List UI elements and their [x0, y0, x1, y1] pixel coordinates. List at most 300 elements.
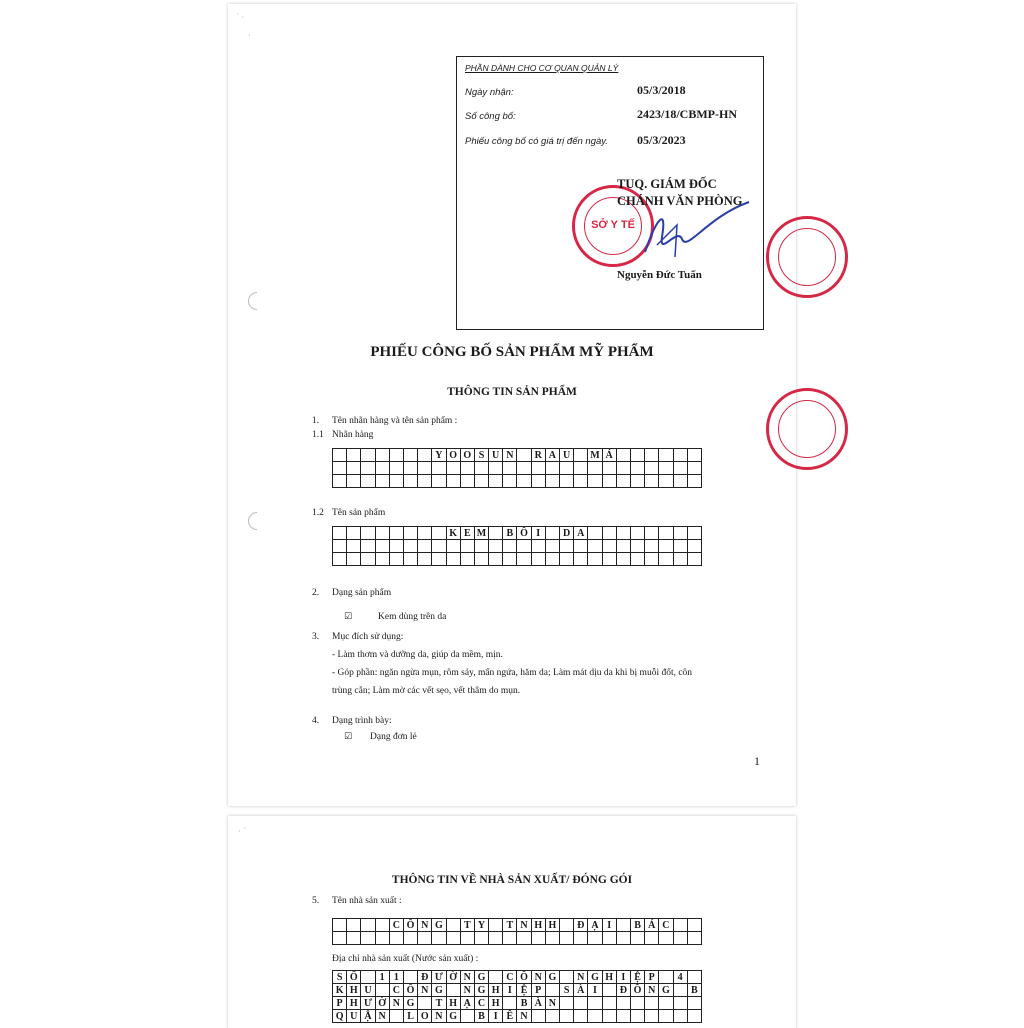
- grid-cell: [617, 540, 631, 553]
- grid-cell: Á: [645, 919, 659, 932]
- grid-cell: [333, 462, 347, 475]
- grid-cell: H: [447, 997, 461, 1010]
- grid-cell: [475, 553, 489, 566]
- grid-cell: Ệ: [631, 971, 645, 984]
- grid-cell: [574, 475, 588, 488]
- grid-cell: 4: [674, 971, 688, 984]
- grid-cell: Á: [603, 449, 617, 462]
- grid-cell: [617, 475, 631, 488]
- punch-hole-mark: [244, 508, 269, 533]
- grid-cell: N: [517, 919, 531, 932]
- grid-cell: [489, 527, 503, 540]
- item-1-label: Tên nhãn hàng và tên sản phẩm :: [332, 416, 458, 426]
- item-1-1-label: Nhãn hàng: [332, 430, 374, 440]
- grid-cell: [603, 984, 617, 997]
- grid-cell: [546, 475, 560, 488]
- grid-cell: [347, 919, 361, 932]
- grid-cell: [475, 540, 489, 553]
- grid-cell: [376, 919, 390, 932]
- grid-cell: [489, 971, 503, 984]
- grid-cell: [617, 997, 631, 1010]
- grid-cell: [617, 527, 631, 540]
- grid-cell: [390, 553, 404, 566]
- grid-cell: [361, 932, 375, 945]
- grid-cell: Ậ: [361, 1010, 375, 1023]
- grid-cell: [688, 1010, 702, 1023]
- grid-cell: N: [461, 984, 475, 997]
- grid-cell: D: [560, 527, 574, 540]
- grid-cell: [659, 540, 673, 553]
- grid-cell: N: [432, 1010, 446, 1023]
- grid-cell: [631, 462, 645, 475]
- item-3-label: Mục đích sử dụng:: [332, 632, 404, 642]
- grid-cell: [489, 553, 503, 566]
- grid-cell: U: [347, 1010, 361, 1023]
- grid-cell: [674, 1010, 688, 1023]
- grid-cell: 1: [390, 971, 404, 984]
- grid-cell: [617, 1010, 631, 1023]
- grid-cell: [404, 475, 418, 488]
- grid-cell: [390, 475, 404, 488]
- item-5-number: 5.: [312, 896, 320, 906]
- grid-cell: [588, 932, 602, 945]
- grid-cell: [503, 932, 517, 945]
- grid-cell: [659, 527, 673, 540]
- grid-cell: [688, 932, 702, 945]
- grid-cell: [432, 527, 446, 540]
- grid-cell: [333, 540, 347, 553]
- grid-cell: [574, 932, 588, 945]
- grid-cell: Ư: [432, 971, 446, 984]
- grid-cell: [574, 540, 588, 553]
- partial-stamp: [766, 216, 848, 298]
- grid-cell: [475, 462, 489, 475]
- grid-cell: [517, 462, 531, 475]
- grid-cell: [517, 553, 531, 566]
- grid-cell: [361, 919, 375, 932]
- grid-cell: [603, 553, 617, 566]
- grid-cell: [546, 540, 560, 553]
- grid-cell: A: [546, 449, 560, 462]
- item-1-number: 1.: [312, 416, 320, 426]
- grid-cell: [517, 932, 531, 945]
- grid-cell: C: [390, 984, 404, 997]
- grid-cell: H: [347, 984, 361, 997]
- grid-cell: [574, 462, 588, 475]
- grid-cell: [390, 527, 404, 540]
- grid-cell: 1: [376, 971, 390, 984]
- grid-cell: [617, 449, 631, 462]
- grid-cell: [404, 553, 418, 566]
- grid-cell: [560, 462, 574, 475]
- purpose-line-2: - Góp phần: ngăn ngừa mụn, rôm sảy, mẩn ngứa, hăm da; Làm mát dịu da khi bị muỗi đốt, côn: [332, 668, 693, 678]
- grid-cell: C: [390, 919, 404, 932]
- grid-cell: [404, 449, 418, 462]
- grid-cell: [461, 462, 475, 475]
- brand-name-grid: [332, 448, 702, 488]
- grid-cell: [674, 540, 688, 553]
- partial-stamp: [766, 388, 848, 470]
- grid-cell: S: [475, 449, 489, 462]
- grid-cell: H: [546, 919, 560, 932]
- grid-cell: [347, 527, 361, 540]
- grid-cell: N: [503, 449, 517, 462]
- grid-cell: [674, 997, 688, 1010]
- grid-cell: H: [489, 984, 503, 997]
- grid-cell: I: [588, 984, 602, 997]
- grid-cell: [659, 553, 673, 566]
- grid-cell: N: [574, 971, 588, 984]
- item-5-label: Tên nhà sản xuất :: [332, 896, 402, 906]
- grid-cell: [361, 527, 375, 540]
- document-title: PHIẾU CÔNG BỐ SẢN PHẨM MỸ PHẨM: [370, 344, 654, 360]
- grid-cell: G: [659, 984, 673, 997]
- grid-cell: [390, 449, 404, 462]
- grid-cell: [347, 449, 361, 462]
- grid-cell: [659, 462, 673, 475]
- grid-cell: [659, 475, 673, 488]
- grid-cell: [404, 462, 418, 475]
- grid-cell: [588, 997, 602, 1010]
- grid-cell: N: [418, 984, 432, 997]
- grid-cell: K: [333, 984, 347, 997]
- grid-cell: [546, 1010, 560, 1023]
- grid-cell: B: [475, 1010, 489, 1023]
- grid-cell: [376, 527, 390, 540]
- announcement-number-label: Số công bố:: [465, 111, 516, 122]
- grid-cell: H: [489, 997, 503, 1010]
- grid-cell: O: [447, 449, 461, 462]
- grid-cell: [560, 971, 574, 984]
- grid-cell: [645, 540, 659, 553]
- grid-cell: G: [432, 984, 446, 997]
- grid-cell: [588, 540, 602, 553]
- grid-cell: T: [432, 997, 446, 1010]
- grid-cell: [631, 540, 645, 553]
- grid-cell: G: [588, 971, 602, 984]
- grid-cell: [361, 462, 375, 475]
- grid-cell: [418, 540, 432, 553]
- grid-cell: [560, 919, 574, 932]
- grid-cell: [390, 540, 404, 553]
- grid-cell: H: [532, 919, 546, 932]
- grid-cell: Ô: [404, 984, 418, 997]
- grid-cell: [631, 553, 645, 566]
- grid-cell: G: [475, 971, 489, 984]
- grid-cell: N: [517, 1010, 531, 1023]
- grid-cell: U: [361, 984, 375, 997]
- grid-cell: P: [532, 984, 546, 997]
- grid-cell: K: [447, 527, 461, 540]
- grid-cell: À: [574, 984, 588, 997]
- grid-cell: [674, 449, 688, 462]
- grid-cell: Ô: [517, 971, 531, 984]
- grid-cell: Ư: [361, 997, 375, 1010]
- grid-cell: [333, 475, 347, 488]
- grid-cell: [574, 1010, 588, 1023]
- grid-cell: [645, 475, 659, 488]
- grid-cell: P: [645, 971, 659, 984]
- grid-cell: [376, 462, 390, 475]
- grid-cell: R: [532, 449, 546, 462]
- scan-speck: ˙ ·: [236, 12, 245, 22]
- grid-cell: [390, 932, 404, 945]
- grid-cell: [603, 527, 617, 540]
- signature-title-1: TUQ. GIÁM ĐỐC: [617, 177, 717, 191]
- grid-cell: I: [503, 984, 517, 997]
- grid-cell: [560, 553, 574, 566]
- item-4-number: 4.: [312, 716, 320, 726]
- grid-cell: [418, 997, 432, 1010]
- grid-cell: N: [546, 997, 560, 1010]
- grid-cell: [376, 553, 390, 566]
- grid-cell: H: [603, 971, 617, 984]
- grid-cell: [432, 462, 446, 475]
- grid-cell: [674, 553, 688, 566]
- grid-cell: G: [546, 971, 560, 984]
- grid-cell: N: [418, 919, 432, 932]
- grid-cell: [418, 475, 432, 488]
- address-label: Địa chỉ nhà sản xuất (Nước sản xuất) :: [332, 954, 479, 964]
- grid-cell: [617, 462, 631, 475]
- section-title-product-info: THÔNG TIN SẢN PHẨM: [447, 386, 577, 398]
- grid-cell: B: [631, 919, 645, 932]
- grid-cell: [347, 475, 361, 488]
- grid-cell: M: [475, 527, 489, 540]
- grid-cell: Q: [333, 1010, 347, 1023]
- section-title-manufacturer-info: THÔNG TIN VỀ NHÀ SẢN XUẤT/ ĐÓNG GÓI: [391, 874, 633, 886]
- grid-cell: [404, 932, 418, 945]
- grid-cell: [447, 462, 461, 475]
- grid-cell: [588, 553, 602, 566]
- grid-cell: [603, 997, 617, 1010]
- grid-cell: T: [503, 919, 517, 932]
- grid-cell: [404, 527, 418, 540]
- grid-cell: [603, 1010, 617, 1023]
- grid-cell: G: [447, 1010, 461, 1023]
- grid-cell: [517, 540, 531, 553]
- management-box: [456, 56, 764, 330]
- grid-cell: [447, 553, 461, 566]
- grid-cell: [631, 449, 645, 462]
- grid-cell: [560, 475, 574, 488]
- grid-cell: [588, 1010, 602, 1023]
- grid-cell: [546, 932, 560, 945]
- grid-cell: S: [560, 984, 574, 997]
- product-type-checkbox[interactable]: ☑: [344, 612, 353, 622]
- grid-cell: [432, 553, 446, 566]
- grid-cell: [659, 971, 673, 984]
- grid-cell: Ạ: [588, 919, 602, 932]
- grid-cell: Ồ: [631, 984, 645, 997]
- grid-cell: [376, 475, 390, 488]
- received-date-label: Ngày nhận:: [465, 87, 514, 98]
- grid-cell: [503, 997, 517, 1010]
- grid-cell: [333, 449, 347, 462]
- grid-cell: [560, 540, 574, 553]
- grid-cell: [532, 540, 546, 553]
- grid-cell: [461, 475, 475, 488]
- grid-cell: N: [645, 984, 659, 997]
- grid-cell: [376, 540, 390, 553]
- grid-cell: Đ: [418, 971, 432, 984]
- grid-cell: [688, 553, 702, 566]
- grid-cell: [574, 997, 588, 1010]
- grid-cell: [333, 553, 347, 566]
- grid-cell: [631, 997, 645, 1010]
- presentation-checkbox[interactable]: ☑: [344, 732, 353, 742]
- grid-cell: [418, 449, 432, 462]
- grid-cell: [574, 449, 588, 462]
- grid-cell: [674, 919, 688, 932]
- grid-cell: [447, 919, 461, 932]
- grid-cell: C: [503, 971, 517, 984]
- grid-cell: [674, 527, 688, 540]
- grid-cell: [574, 553, 588, 566]
- grid-cell: I: [532, 527, 546, 540]
- grid-cell: [503, 540, 517, 553]
- grid-cell: Ờ: [376, 997, 390, 1010]
- purpose-line-1: - Làm thơm và dưỡng da, giúp da mềm, mịn.: [332, 650, 503, 660]
- grid-cell: I: [489, 1010, 503, 1023]
- grid-cell: [688, 971, 702, 984]
- document-page-1: [228, 4, 796, 806]
- grid-cell: [347, 540, 361, 553]
- grid-cell: O: [418, 1010, 432, 1023]
- grid-cell: [376, 932, 390, 945]
- grid-cell: [347, 553, 361, 566]
- grid-cell: [418, 553, 432, 566]
- item-3-number: 3.: [312, 632, 320, 642]
- grid-cell: [588, 462, 602, 475]
- grid-cell: [432, 932, 446, 945]
- product-type-option: Kem dùng trên da: [378, 612, 447, 622]
- grid-cell: O: [461, 449, 475, 462]
- grid-cell: [461, 1010, 475, 1023]
- grid-cell: I: [617, 971, 631, 984]
- grid-cell: H: [347, 997, 361, 1010]
- grid-cell: [546, 527, 560, 540]
- grid-cell: G: [475, 984, 489, 997]
- grid-cell: [390, 462, 404, 475]
- grid-cell: Ô: [404, 919, 418, 932]
- grid-cell: Y: [432, 449, 446, 462]
- grid-cell: [475, 932, 489, 945]
- management-box-header: PHẦN DÀNH CHO CƠ QUAN QUẢN LÝ: [465, 63, 619, 73]
- grid-cell: [546, 553, 560, 566]
- grid-cell: T: [461, 919, 475, 932]
- grid-cell: [447, 932, 461, 945]
- grid-cell: [432, 540, 446, 553]
- punch-hole-mark: [244, 288, 269, 313]
- grid-cell: [674, 462, 688, 475]
- grid-cell: [347, 462, 361, 475]
- grid-cell: [659, 997, 673, 1010]
- grid-cell: [645, 1010, 659, 1023]
- grid-cell: [674, 984, 688, 997]
- grid-cell: C: [659, 919, 673, 932]
- grid-cell: [418, 932, 432, 945]
- grid-cell: [588, 475, 602, 488]
- grid-cell: N: [390, 997, 404, 1010]
- grid-cell: [532, 462, 546, 475]
- page-number: 1: [754, 754, 760, 768]
- grid-cell: [532, 475, 546, 488]
- grid-cell: E: [461, 527, 475, 540]
- grid-cell: [432, 475, 446, 488]
- grid-cell: M: [588, 449, 602, 462]
- grid-cell: [517, 475, 531, 488]
- grid-cell: [645, 932, 659, 945]
- grid-cell: [376, 984, 390, 997]
- grid-cell: Đ: [617, 984, 631, 997]
- grid-cell: [475, 475, 489, 488]
- received-date-value: 05/3/2018: [637, 83, 686, 97]
- grid-cell: [631, 1010, 645, 1023]
- grid-cell: G: [404, 997, 418, 1010]
- grid-cell: N: [532, 971, 546, 984]
- grid-cell: [603, 462, 617, 475]
- grid-cell: [532, 932, 546, 945]
- item-1-1-number: 1.1: [312, 430, 324, 440]
- grid-cell: [617, 919, 631, 932]
- grid-cell: À: [532, 997, 546, 1010]
- grid-cell: [645, 997, 659, 1010]
- grid-cell: [645, 553, 659, 566]
- grid-cell: A: [574, 527, 588, 540]
- grid-cell: [603, 540, 617, 553]
- scan-speck: ·: [248, 30, 251, 40]
- grid-cell: [560, 932, 574, 945]
- grid-cell: [489, 475, 503, 488]
- grid-cell: Y: [475, 919, 489, 932]
- grid-cell: [617, 932, 631, 945]
- grid-cell: [688, 475, 702, 488]
- grid-cell: B: [503, 527, 517, 540]
- grid-cell: [688, 527, 702, 540]
- grid-cell: C: [475, 997, 489, 1010]
- grid-cell: [631, 527, 645, 540]
- grid-cell: [333, 932, 347, 945]
- grid-cell: [688, 449, 702, 462]
- manufacturer-name-grid: [332, 918, 702, 945]
- grid-cell: [447, 984, 461, 997]
- grid-cell: [659, 1010, 673, 1023]
- grid-cell: S: [333, 971, 347, 984]
- presentation-option: Dạng đơn lẻ: [370, 732, 417, 742]
- grid-cell: [688, 919, 702, 932]
- grid-cell: [361, 475, 375, 488]
- grid-cell: [688, 997, 702, 1010]
- grid-cell: [688, 540, 702, 553]
- grid-cell: Ê: [503, 1010, 517, 1023]
- purpose-line-3: trùng cắn; Làm mờ các vết sẹo, vết thâm do mụn.: [332, 686, 521, 696]
- grid-cell: [603, 932, 617, 945]
- grid-cell: L: [404, 1010, 418, 1023]
- grid-cell: U: [489, 449, 503, 462]
- grid-cell: [333, 527, 347, 540]
- grid-cell: [688, 462, 702, 475]
- grid-cell: [347, 932, 361, 945]
- item-4-label: Dạng trình bày:: [332, 716, 392, 726]
- grid-cell: N: [376, 1010, 390, 1023]
- grid-cell: [645, 449, 659, 462]
- grid-cell: [461, 932, 475, 945]
- signer-name: Nguyễn Đức Tuấn: [617, 269, 702, 281]
- grid-cell: I: [603, 919, 617, 932]
- grid-cell: [588, 527, 602, 540]
- grid-cell: [489, 919, 503, 932]
